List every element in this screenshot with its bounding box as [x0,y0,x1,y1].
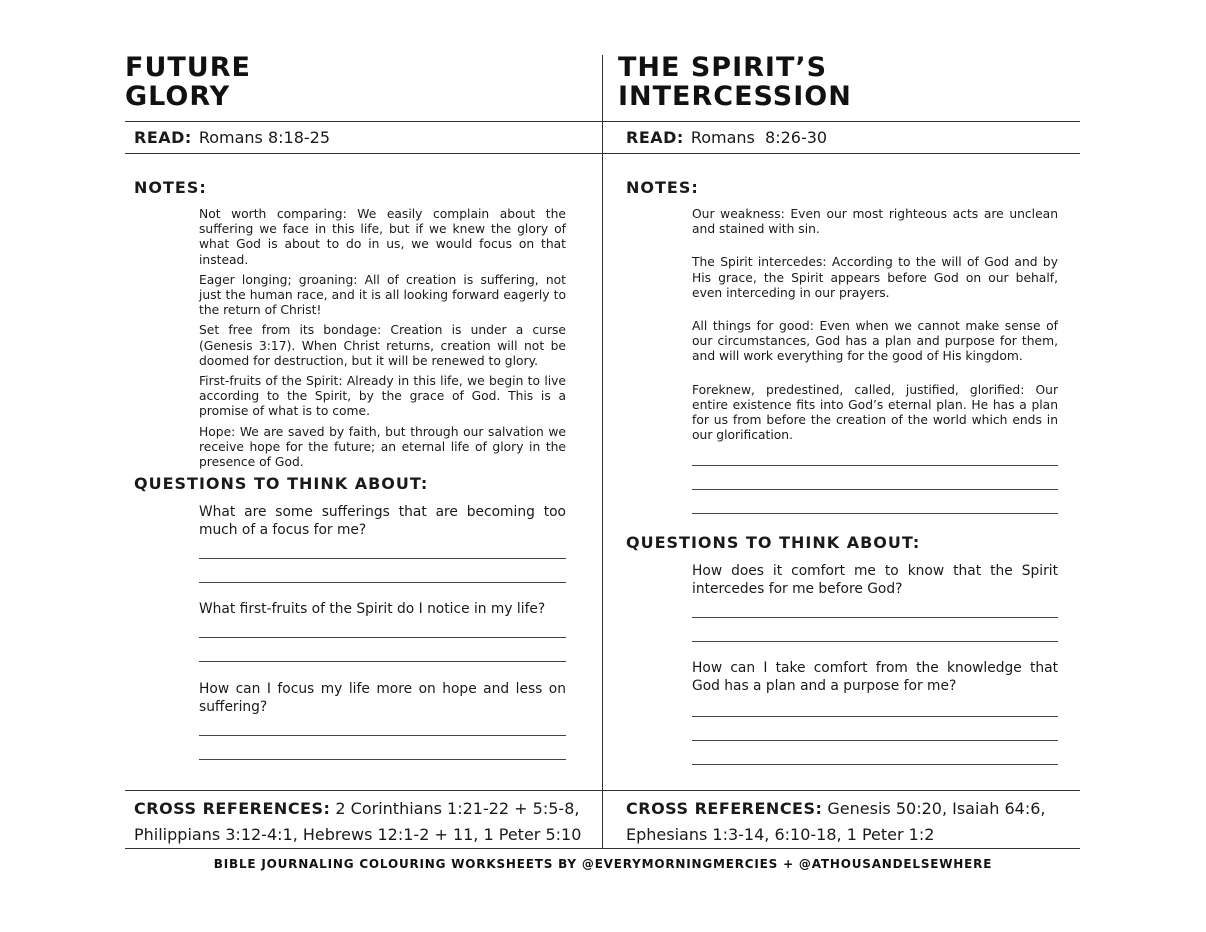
left-question-2: What first-fruits of the Spirit do I notice in my life? [199,601,546,617]
answer-line[interactable] [199,582,566,583]
right-read-label: READ: [626,128,684,147]
notes-line[interactable] [692,513,1058,514]
read-rule [125,153,1080,154]
left-notes [199,207,566,475]
left-questions-heading: QUESTIONS TO THINK ABOUT: [134,474,429,493]
left-title-line2: GLORY [125,81,231,112]
left-read-reference: Romans 8:18-25 [198,128,331,147]
right-xref-line1: Genesis 50:20, Isaiah 64:6, [827,799,1046,818]
right-read-row [626,122,827,153]
notes-line[interactable] [692,489,1058,490]
xref-top-rule [125,790,1080,791]
right-title [618,53,852,111]
left-xref-line1: 2 Corinthians 1:21-22 + 5:5-8, [335,799,580,818]
right-note: All things for good: Even when we cannot make sense of our circumstances, God has a plan and purpose for them, and will work everything for the good of His kingdom. [692,319,1058,364]
left-note: Set free from its bondage: Creation is under a curse (Genesis 3:17). When Christ returns, creation will not be doomed for destruction, but it will be renewed to glory. [199,323,566,368]
left-xref-label: CROSS REFERENCES: [134,799,331,818]
answer-line[interactable] [692,764,1058,765]
right-notes [692,207,1058,461]
right-xref-label: CROSS REFERENCES: [626,799,823,818]
right-note: Foreknew, predestined, called, justified, glorified: Our entire existence fits into God’s eternal plan. He has a plan for us from before the creation of the world which ends in our glorification. [692,382,1058,443]
answer-line[interactable] [199,637,566,638]
right-question-1: How does it comfort me to know that the Spirit intercedes for me before God? [692,563,1058,597]
xref-bottom-rule [125,848,1080,849]
right-xref-line2: Ephesians 1:3-14, 6:10-18, 1 Peter 1:2 [626,825,935,844]
right-title-line1: THE SPIRIT’S [618,52,828,83]
right-notes-heading: NOTES: [626,178,699,197]
left-title-line1: FUTURE [125,52,251,83]
column-divider [602,55,603,848]
answer-line[interactable] [199,558,566,559]
answer-line[interactable] [692,740,1058,741]
left-notes-heading: NOTES: [134,178,207,197]
answer-line[interactable] [692,716,1058,717]
right-note: The Spirit intercedes: According to the will of God and by His grace, the Spirit appears before God on our behalf, even interceding in our prayers. [692,255,1058,300]
left-question-1: What are some sufferings that are becoming too much of a focus for me? [199,504,566,538]
answer-line[interactable] [692,617,1058,618]
answer-line[interactable] [199,735,566,736]
left-read-row [134,122,330,153]
answer-line[interactable] [692,641,1058,642]
left-cross-references [134,796,596,848]
answer-line[interactable] [199,661,566,662]
left-question-3: How can I focus my life more on hope and less on suffering? [199,681,566,715]
footer-credit: BIBLE JOURNALING COLOURING WORKSHEETS BY @EVERYMORNINGMERCIES + @ATHOUSANDELSEWHERE [213,857,993,871]
left-note: Hope: We are saved by faith, but through our salvation we receive hope for the future; an eternal life of glory in the presence of God. [199,424,566,470]
right-read-reference: Romans 8:26-30 [690,128,828,147]
notes-line[interactable] [692,465,1058,466]
right-question-2: How can I take comfort from the knowledge that God has a plan and a purpose for me? [692,660,1058,694]
left-title [125,53,251,111]
right-note: Our weakness: Even our most righteous acts are unclean and stained with sin. [692,207,1058,237]
left-note: Eager longing; groaning: All of creation is suffering, not just the human race, and it is all looking forward eagerly to the return of Christ! [199,272,566,318]
answer-line[interactable] [199,759,566,760]
left-xref-line2: Philippians 3:12-4:1, Hebrews 12:1-2 + 11, 1 Peter 5:10 [134,825,582,844]
left-read-label: READ: [134,128,192,147]
left-note: First-fruits of the Spirit: Already in this life, we begin to live according to the Spirit, by the grace of God. This is a promise of what is to come. [199,374,566,419]
right-title-line2: INTERCESSION [618,81,852,112]
right-questions-heading: QUESTIONS TO THINK ABOUT: [626,533,921,552]
right-cross-references [626,796,1076,848]
left-note: Not worth comparing: We easily complain about the suffering we face in this life, but if we knew the glory of what God is about to do in us, we would focus on that instead. [199,207,566,267]
